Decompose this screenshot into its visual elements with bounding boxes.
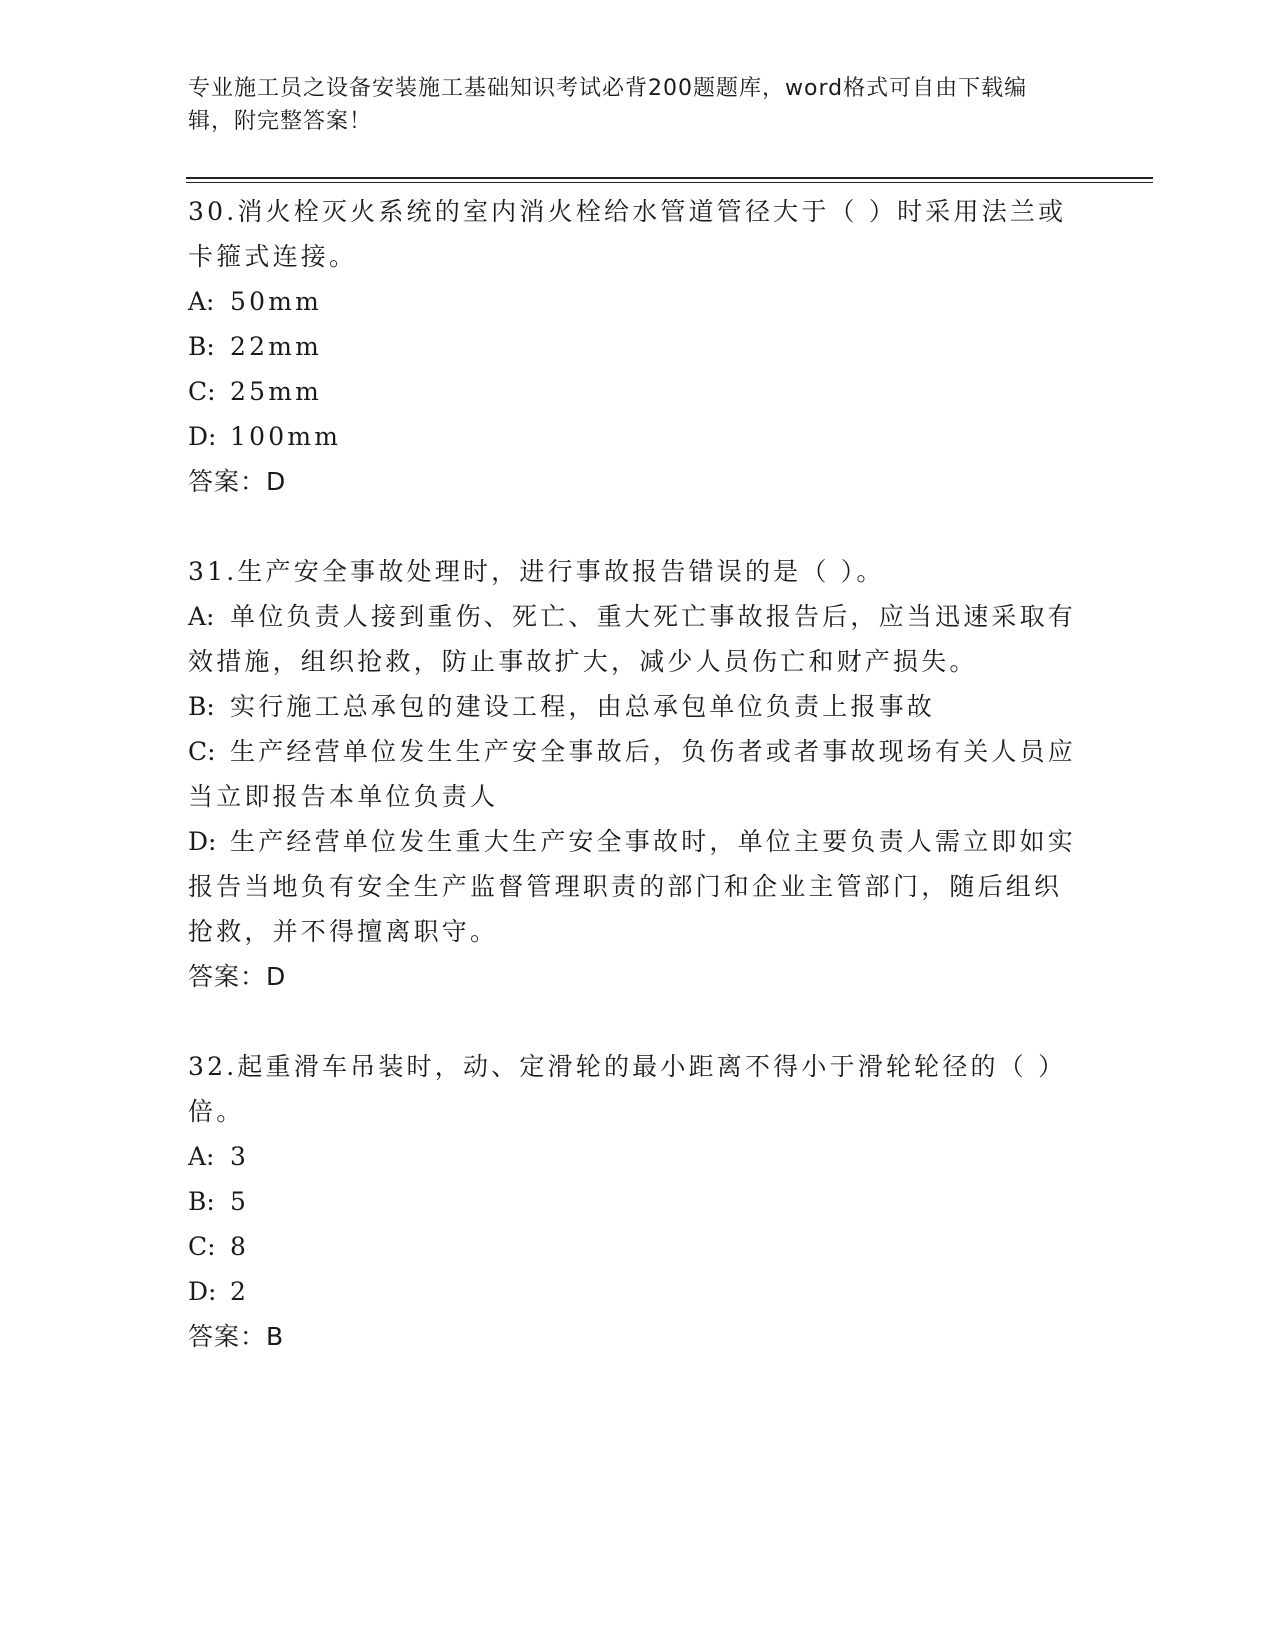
option-d (188, 1269, 1088, 1314)
option-b (188, 1179, 1088, 1224)
option-a (188, 594, 1088, 684)
question-spacer (188, 504, 1088, 549)
question-31 (188, 549, 1088, 999)
question-stem: 31.生产安全事故处理时，进行事故报告错误的是（ ）。 (188, 557, 885, 586)
option-key: D: (188, 1277, 217, 1306)
option-b (188, 324, 1088, 369)
option-key: B: (188, 1187, 215, 1216)
option-a (188, 279, 1088, 324)
header-divider-thick (186, 177, 1153, 179)
option-a (188, 1134, 1088, 1179)
document-header (188, 72, 1068, 138)
question-stem: 30.消火栓灭火系统的室内消火栓给水管道管径大于（ ）时采用法兰或卡箍式连接。 (188, 197, 1067, 271)
option-text: 单位负责人接到重伤、死亡、重大死亡事故报告后，应当迅速采取有效措施，组织抢救，防止事故扩大，减少人员伤亡和财产损失。 (188, 602, 1077, 676)
option-text: 50mm (230, 287, 323, 316)
answer-line: 答案：B (188, 1322, 285, 1351)
option-key: D: (188, 827, 217, 856)
option-d (188, 819, 1088, 954)
option-text: 25mm (230, 377, 323, 406)
option-text: 2 (230, 1277, 250, 1306)
option-b (188, 684, 1088, 729)
option-text: 100mm (230, 422, 342, 451)
header-divider-thin (186, 182, 1153, 183)
option-key: C: (188, 377, 216, 406)
option-text: 22mm (230, 332, 323, 361)
option-c (188, 1224, 1088, 1269)
option-text: 8 (230, 1232, 250, 1261)
option-text: 生产经营单位发生重大生产安全事故时，单位主要负责人需立即如实报告当地负有安全生产监督管理职责的部门和企业主管部门，随后组织抢救，并不得擅离职守。 (188, 827, 1077, 946)
answer-line: 答案：D (188, 467, 287, 496)
question-spacer (188, 999, 1088, 1044)
question-list (188, 189, 1088, 1359)
option-key: A: (188, 602, 215, 631)
question-30 (188, 189, 1088, 504)
option-key: A: (188, 287, 215, 316)
answer-line: 答案：D (188, 962, 287, 991)
option-text: 5 (230, 1187, 250, 1216)
option-c (188, 369, 1088, 414)
option-key: B: (188, 692, 215, 721)
option-text: 实行施工总承包的建设工程，由总承包单位负责上报事故 (230, 692, 936, 721)
option-key: B: (188, 332, 215, 361)
option-key: A: (188, 1142, 215, 1171)
option-text: 生产经营单位发生生产安全事故后，负伤者或者事故现场有关人员应当立即报告本单位负责人 (188, 737, 1077, 811)
option-key: C: (188, 737, 216, 766)
option-d (188, 414, 1088, 459)
header-title: 专业施工员之设备安装施工基础知识考试必背200题题库，word格式可自由下载编辑，附完整答案！ (188, 76, 1028, 134)
question-32 (188, 1044, 1088, 1359)
option-c (188, 729, 1088, 819)
option-text: 3 (230, 1142, 250, 1171)
option-key: D: (188, 422, 217, 451)
question-stem: 32.起重滑车吊装时，动、定滑轮的最小距离不得小于滑轮轮径的（ ）倍。 (188, 1052, 1067, 1126)
option-key: C: (188, 1232, 216, 1261)
